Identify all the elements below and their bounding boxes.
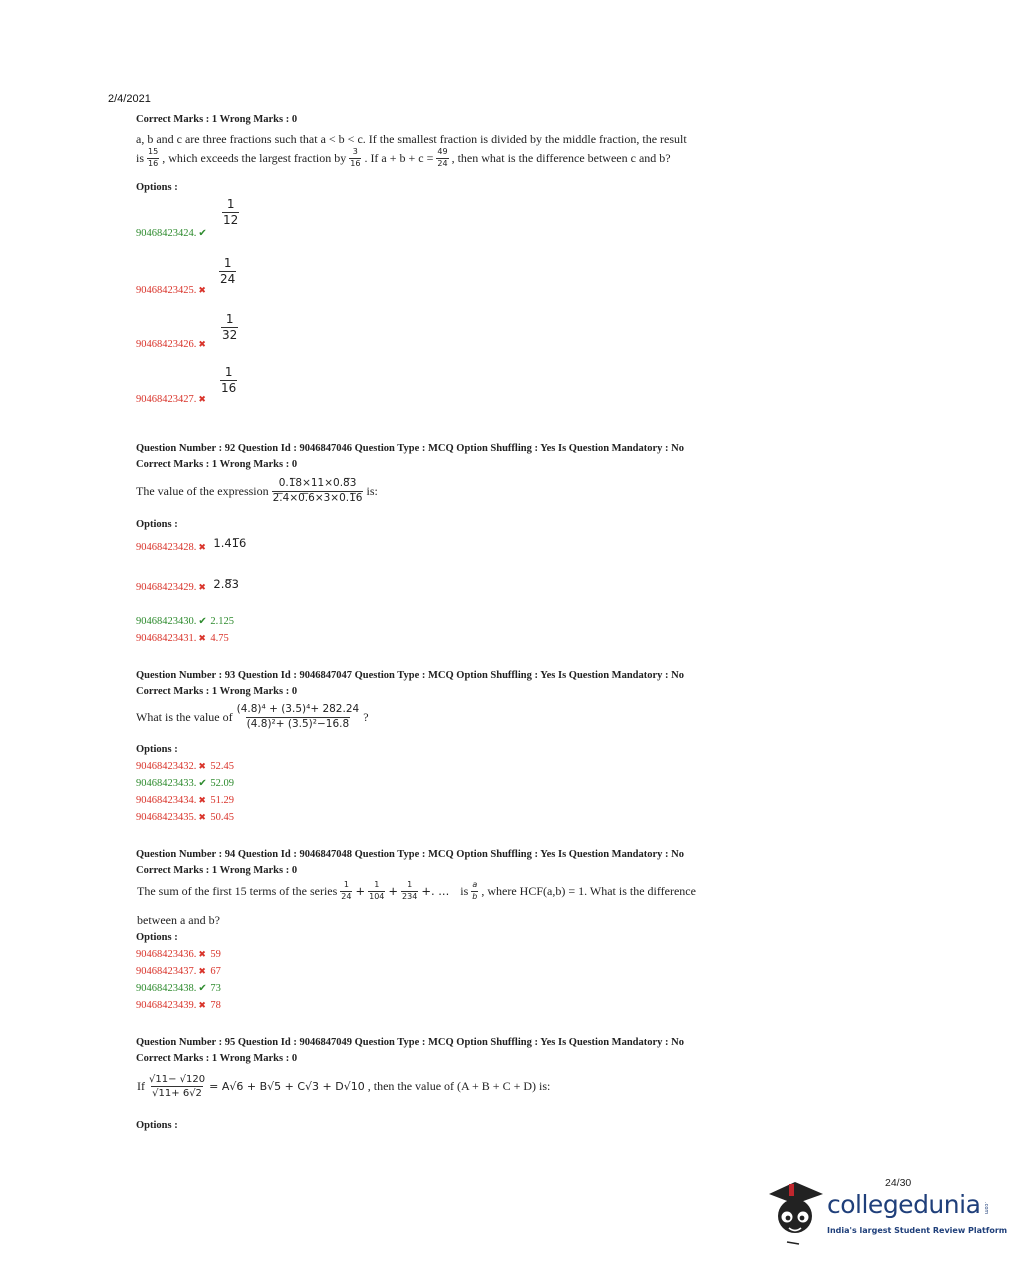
q94-end-text: , where HCF(a,b) = 1. What is the difference (481, 883, 696, 898)
q93-options-label: Options : (136, 744, 178, 755)
q91-text-line1: a, b and c are three fractions such that a < b < c. If the smallest fraction is divided by the middle fraction, the result (136, 132, 687, 146)
option-id: 90468423433. (136, 778, 197, 789)
q94-term-1 (340, 881, 352, 902)
q92-expression (272, 478, 364, 504)
fraction-denominator: 24 (341, 891, 352, 901)
page-number: 24/30 (885, 1177, 912, 1189)
q95-rhs: = A√6 + B√5 + C√3 + D√10 (209, 1080, 365, 1093)
q91-fraction-1 (147, 148, 159, 169)
q93-option-4 (136, 812, 234, 823)
q93-option-3 (136, 795, 234, 806)
option-id: 90468423425. (136, 285, 197, 296)
q92-option-3 (136, 616, 234, 627)
q95-options-label: Options : (136, 1120, 178, 1131)
option-value: 2.8̅3 (213, 577, 239, 591)
option-id: 90468423437. (136, 966, 197, 977)
option-id: 90468423424. (136, 228, 197, 239)
fraction-numerator: (4.8)⁴ + (3.5)⁴+ 282.24 (236, 703, 360, 715)
fraction-denominator: b (472, 891, 478, 901)
fraction-numerator: √11− √120 (149, 1074, 206, 1085)
option-value: 2.125 (210, 616, 234, 627)
q91-is: is (136, 150, 145, 165)
q93-header: Question Number : 93 Question Id : 9046847047 Question Type : MCQ Option Shuffling : Yes Is Question Mandatory : No (136, 670, 684, 681)
q91-end-text: , then what is the difference between c and b? (451, 150, 671, 165)
option-value: 78 (210, 1000, 221, 1011)
fraction-denominator: 16 (221, 381, 237, 396)
option-id: 90468423435. (136, 812, 197, 823)
q92-text: The value of the expression (136, 483, 269, 498)
mascot-icon (765, 1176, 827, 1248)
correct-check-icon: ✔ (198, 983, 207, 994)
fraction-numerator: 15 (148, 147, 159, 156)
q94-is: is (460, 883, 469, 898)
option-value: 67 (210, 966, 221, 977)
fraction-numerator: 1 (407, 880, 413, 889)
print-date: 2/4/2021 (108, 93, 151, 105)
fraction-denominator: 2.̅4×0.̅6×3×0.1̅6 (272, 491, 363, 504)
wrong-cross-icon: ✖ (198, 966, 206, 976)
q94-option-2 (136, 966, 221, 977)
q94-question-line1 (137, 881, 696, 902)
plus-sign: + (388, 884, 399, 899)
fraction-numerator: 49 (437, 147, 448, 156)
option-value: 52.09 (210, 778, 234, 789)
q94-text: The sum of the first 15 terms of the series (137, 883, 338, 898)
option-value: 52.45 (210, 761, 234, 772)
q91-mid-text-1: , which exceeds the largest fraction by (162, 150, 347, 165)
q93-option-1 (136, 761, 234, 772)
q95-question (137, 1074, 550, 1099)
q95-expression (148, 1074, 206, 1099)
fraction-numerator: 1 (223, 256, 232, 270)
option-id: 90468423431. (136, 633, 197, 644)
q95-end-text: , then the value of (A + B + C + D) is: (367, 1079, 551, 1093)
fraction-numerator: 0.1̅8×11×0.8̅3 (278, 477, 357, 489)
option-id: 90468423429. (136, 581, 197, 593)
q91-option-2 (136, 285, 210, 296)
q92-option-1 (136, 536, 247, 554)
wrong-cross-icon: ✖ (198, 1000, 206, 1010)
q94-option-3 (136, 983, 221, 994)
brand-suffix: .com (983, 1202, 989, 1215)
fraction-numerator: 3 (352, 147, 358, 156)
correct-check-icon: ✔ (198, 228, 207, 239)
brand-name: collegedunia (827, 1190, 981, 1219)
fraction-denominator: 24 (220, 272, 236, 287)
plus-sign: + (355, 884, 366, 899)
q94-marks: Correct Marks : 1 Wrong Marks : 0 (136, 865, 298, 876)
q94-result-fraction (471, 881, 478, 902)
q93-question (136, 704, 369, 730)
fraction-denominator: 12 (223, 213, 239, 228)
fraction-denominator: 16 (350, 158, 361, 168)
q94-option-1 (136, 949, 221, 960)
q95-header: Question Number : 95 Question Id : 9046847049 Question Type : MCQ Option Shuffling : Yes Is Question Mandatory : No (136, 1037, 684, 1048)
q93-end-text: ? (363, 709, 369, 724)
option-id: 90468423432. (136, 761, 197, 772)
option-id: 90468423426. (136, 339, 197, 350)
option-id: 90468423439. (136, 1000, 197, 1011)
q94-header: Question Number : 94 Question Id : 9046847048 Question Type : MCQ Option Shuffling : Yes Is Question Mandatory : No (136, 849, 684, 860)
fraction-denominator: √11+ 6√2 (152, 1088, 202, 1099)
correct-check-icon: ✔ (198, 778, 207, 789)
q91-text-line2 (136, 148, 671, 169)
fraction-numerator: 1 (343, 880, 349, 889)
q95-marks: Correct Marks : 1 Wrong Marks : 0 (136, 1053, 298, 1064)
q94-options-label: Options : (136, 932, 178, 943)
option-id: 90468423427. (136, 394, 197, 405)
q93-text: What is the value of (136, 709, 233, 724)
wrong-cross-icon: ✖ (198, 339, 206, 349)
option-value: 4.75 (210, 633, 229, 644)
wrong-cross-icon: ✖ (198, 394, 206, 404)
brand-tagline: India's largest Student Review Platform (827, 1226, 1008, 1235)
wrong-cross-icon: ✖ (198, 285, 206, 295)
fraction-numerator: 1 (374, 880, 380, 889)
option-value: 1.41̅6 (213, 536, 247, 550)
option-value: 59 (210, 949, 221, 960)
option-id: 90468423434. (136, 795, 197, 806)
option-id: 90468423436. (136, 949, 197, 960)
fraction-numerator: a (472, 880, 478, 889)
series-dots: +. ... (421, 884, 450, 899)
q92-option-4 (136, 633, 229, 644)
wrong-cross-icon: ✖ (198, 633, 206, 643)
q91-option-4-fraction (220, 366, 237, 395)
option-id: 90468423438. (136, 983, 197, 994)
q94-term-2 (368, 881, 385, 902)
q91-options-label: Options : (136, 182, 178, 193)
q91-option-4 (136, 394, 210, 405)
q94-question-line2: between a and b? (137, 913, 220, 927)
q93-option-2 (136, 778, 234, 789)
fraction-denominator: 24 (437, 158, 448, 168)
fraction-denominator: (4.8)²+ (3.5)²−16.8 (246, 717, 350, 730)
fraction-numerator: 1 (224, 365, 233, 379)
option-id: 90468423430. (136, 616, 197, 627)
q93-expression (236, 704, 361, 730)
option-value: 51.29 (210, 795, 234, 806)
wrong-cross-icon: ✖ (198, 949, 206, 959)
q92-option-2 (136, 577, 239, 594)
q92-marks: Correct Marks : 1 Wrong Marks : 0 (136, 459, 298, 470)
q92-header: Question Number : 92 Question Id : 9046847046 Question Type : MCQ Option Shuffling : Yes Is Question Mandatory : No (136, 443, 684, 454)
q91-marks: Correct Marks : 1 Wrong Marks : 0 (136, 114, 298, 125)
option-id: 90468423428. (136, 541, 197, 553)
q95-if: If (137, 1079, 145, 1093)
q91-option-1-fraction (222, 198, 239, 227)
q94-option-4 (136, 1000, 221, 1011)
q93-marks: Correct Marks : 1 Wrong Marks : 0 (136, 686, 298, 697)
fraction-denominator: 104 (369, 891, 385, 901)
fraction-numerator: 1 (225, 312, 234, 326)
collegedunia-logo (765, 1176, 1008, 1256)
wrong-cross-icon: ✖ (198, 812, 206, 822)
fraction-denominator: 234 (402, 891, 418, 901)
fraction-denominator: 16 (148, 158, 159, 168)
q91-option-2-fraction (219, 257, 236, 286)
correct-check-icon: ✔ (198, 616, 207, 627)
q91-mid-text-2: . If a + b + c = (364, 150, 434, 165)
wrong-cross-icon: ✖ (198, 761, 206, 771)
option-value: 50.45 (210, 812, 234, 823)
q91-fraction-2 (349, 148, 361, 169)
wrong-cross-icon: ✖ (198, 581, 206, 592)
q92-options-label: Options : (136, 519, 178, 530)
fraction-numerator: 1 (226, 197, 235, 211)
q94-term-3 (401, 881, 418, 902)
q92-end-text: is: (366, 483, 378, 498)
wrong-cross-icon: ✖ (198, 795, 206, 805)
q91-fraction-3 (436, 148, 448, 169)
q91-option-3 (136, 339, 210, 350)
q91-option-1 (136, 228, 210, 239)
wrong-cross-icon: ✖ (198, 541, 206, 552)
fraction-denominator: 32 (222, 328, 238, 343)
q92-question (136, 478, 378, 504)
option-value: 73 (210, 983, 221, 994)
q91-option-3-fraction (221, 313, 238, 342)
